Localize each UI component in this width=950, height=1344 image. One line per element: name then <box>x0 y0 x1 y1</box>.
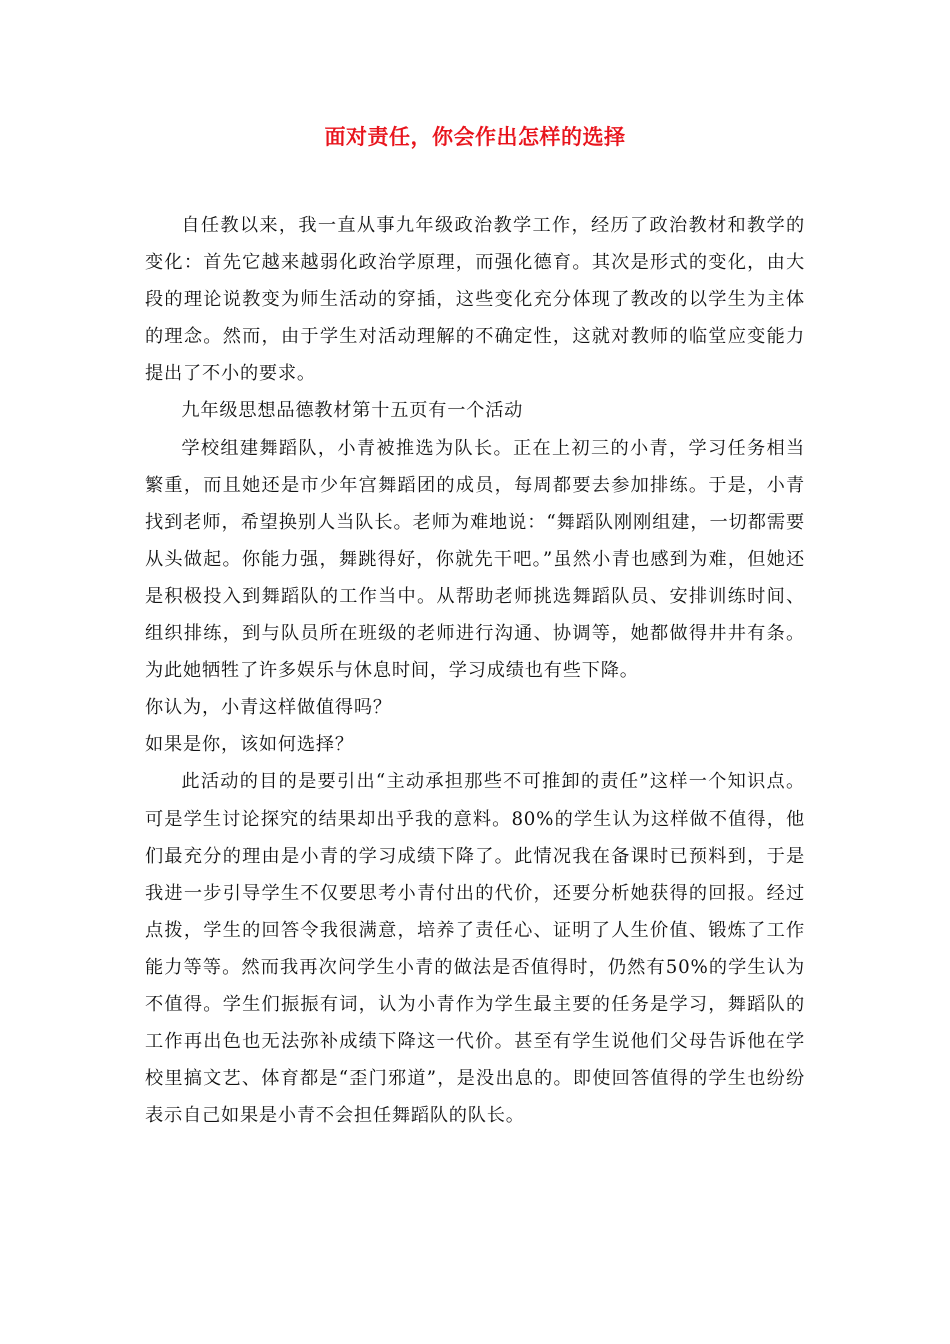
document-body <box>145 207 805 1134</box>
paragraph-activity-story: 学校组建舞蹈队，小青被推选为队长。正在上初三的小青，学习任务相当繁重，而且她还是市少年宫舞蹈团的成员，每周都要去参加排练。于是，小青找到老师，希望换别人当队长。老师为难地说：“舞蹈队刚刚组建，一切都需要从头做起。你能力强，舞跳得好，你就先干吧。”虽然小青也感到为难，但她还是积极投入到舞蹈队的工作当中。从帮助老师挑选舞蹈队员、安排训练时间、组织排练，到与队员所在班级的老师进行沟通、协调等，她都做得井井有条。为此她牺牲了许多娱乐与休息时间，学习成绩也有些下降。 <box>145 437 805 682</box>
paragraph-intro: 自任教以来，我一直从事九年级政治教学工作，经历了政治教材和教学的变化：首先它越来越弱化政治学原理，而强化德育。其次是形式的变化，由大段的理论说教变为师生活动的穿插，这些变化充分体现了教改的以学生为主体的理念。然而，由于学生对活动理解的不确定性，这就对教师的临堂应变能力提出了不小的要求。 <box>145 215 805 385</box>
paragraph-reflection: 此活动的目的是要引出“主动承担那些不可推卸的责任”这样一个知识点。可是学生讨论探究的结果却出乎我的意料。80%的学生认为这样做不值得，他们最充分的理由是小青的学习成绩下降了。此情况我在备课时已预料到，于是我进一步引导学生不仅要思考小青付出的代价，还要分析她获得的回报。经过点拨，学生的回答令我很满意，培养了责任心、证明了人生价值、锻炼了工作能力等等。然而我再次问学生小青的做法是否值得时，仍然有50%的学生认为不值得。学生们振振有词，认为小青作为学生最主要的任务是学习，舞蹈队的工作再出色也无法弥补成绩下降这一代价。甚至有学生说他们父母告诉他在学校里搞文艺、体育都是“歪门邪道”，是没出息的。即使回答值得的学生也纷纷表示自己如果是小青不会担任舞蹈队的队长。 <box>145 771 805 1127</box>
paragraph-question-1: 你认为，小青这样做值得吗？ <box>145 697 392 719</box>
paragraph-question-2: 如果是你，该如何选择？ <box>145 734 354 756</box>
paragraph-activity-source: 九年级思想品德教材第十五页有一个活动 <box>181 400 524 422</box>
document-title: 面对责任，你会作出怎样的选择 <box>324 125 626 149</box>
